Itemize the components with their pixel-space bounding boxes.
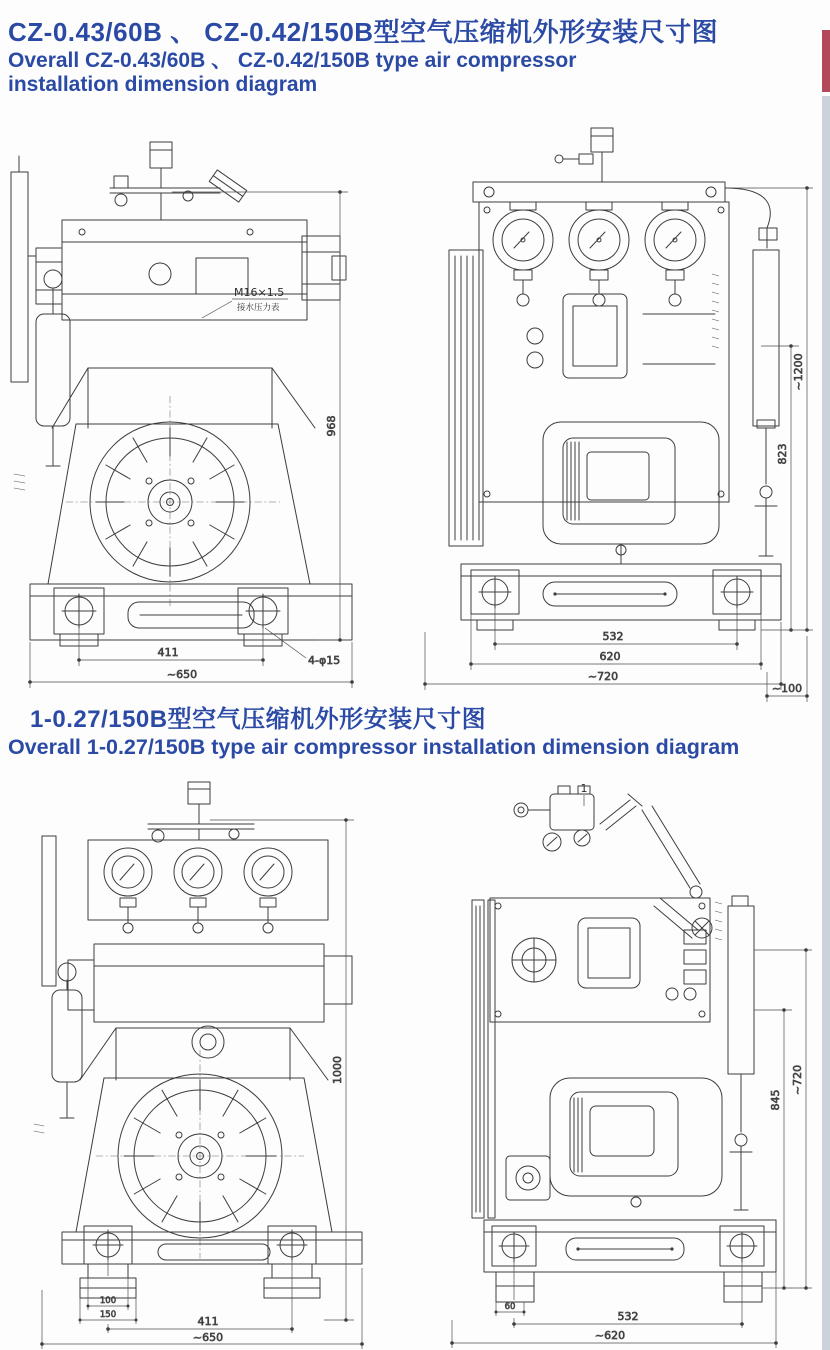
dim-outer-height-1200 bbox=[727, 186, 813, 632]
thread-label: M16×1.5 bbox=[234, 286, 285, 299]
section1-title-en-line2: installation dimension diagram bbox=[8, 72, 318, 96]
page-edge-marker bbox=[822, 30, 830, 92]
dim-height-1000 bbox=[210, 818, 354, 1322]
dim-532-label: 532 bbox=[602, 630, 624, 643]
top-valve-assembly bbox=[148, 782, 254, 842]
dim-650-label: ~650 bbox=[192, 1331, 224, 1344]
motor bbox=[550, 1078, 722, 1207]
vertical-annotation-marks bbox=[712, 274, 719, 348]
dim-overall-650 bbox=[28, 642, 354, 688]
dim-feet-411 bbox=[77, 628, 265, 666]
separator-bottle bbox=[753, 250, 779, 556]
motor bbox=[543, 422, 719, 564]
base bbox=[484, 1220, 776, 1302]
top-valve-stack bbox=[555, 128, 613, 182]
gauge-panel bbox=[88, 840, 328, 933]
section1-title-zh: CZ-0.43/60B 、 CZ-0.42/150B型空气压缩机外形安装尺寸图 bbox=[8, 17, 719, 47]
dim-holes-label: 4-φ15 bbox=[308, 654, 341, 667]
dim-532-label: 532 bbox=[617, 1310, 639, 1323]
dim-outer-height-720 bbox=[754, 948, 812, 1290]
crankcase bbox=[76, 1078, 332, 1232]
left-frame bbox=[472, 900, 495, 1218]
top-valve-assembly bbox=[110, 142, 247, 220]
section2-title-block bbox=[8, 704, 818, 761]
dim-foot-60 bbox=[495, 1302, 526, 1316]
cylinder-block bbox=[36, 220, 346, 320]
thread-callout bbox=[202, 286, 288, 318]
flywheel bbox=[96, 1050, 304, 1258]
dim-720-label: ~720 bbox=[587, 670, 619, 683]
dim-411-label: 411 bbox=[197, 1315, 219, 1328]
dim-inner-height-845 bbox=[754, 1008, 792, 1290]
dim-pad150-label: 150 bbox=[99, 1310, 117, 1320]
auxiliary-pump bbox=[506, 1156, 550, 1200]
dim-620-label: ~620 bbox=[594, 1329, 626, 1342]
b150-side-view-drawing bbox=[432, 780, 830, 1350]
section1-title-en-line1: Overall CZ-0.43/60B 、 CZ-0.42/150B type air compressor bbox=[8, 48, 577, 72]
dim-411-label: 411 bbox=[157, 646, 179, 659]
base bbox=[461, 564, 781, 630]
top-valve-cluster bbox=[514, 786, 642, 851]
diagonal-pipes bbox=[642, 806, 712, 938]
dim-823-label: 823 bbox=[776, 443, 789, 465]
dim-pad-100 bbox=[87, 1278, 130, 1310]
cz-side-view-drawing bbox=[415, 124, 827, 704]
body-panel bbox=[479, 202, 729, 502]
dim-620-label: 620 bbox=[599, 650, 621, 663]
section2-title-zh: 1-0.27/150B型空气压缩机外形安装尺寸图 bbox=[30, 706, 487, 733]
flywheel bbox=[66, 396, 280, 608]
dim-845-label: 845 bbox=[769, 1089, 782, 1111]
dim-100-label: ~100 bbox=[771, 682, 803, 695]
left-accessories bbox=[34, 836, 82, 1133]
cz-front-view-drawing bbox=[10, 136, 395, 692]
section2-title-en: Overall 1-0.27/150B type air compressor installation dimension diagram bbox=[8, 735, 740, 760]
dim-overall-620 bbox=[450, 1272, 778, 1348]
section1-title-block bbox=[8, 16, 818, 97]
dim-60-label: 60 bbox=[504, 1302, 516, 1312]
body-panel bbox=[490, 898, 710, 1022]
dim-720-label: ~720 bbox=[791, 1064, 804, 1096]
fan-support bbox=[80, 1028, 328, 1080]
dim-968-label: 968 bbox=[325, 415, 338, 437]
dim-overall-650 bbox=[40, 1268, 364, 1349]
dim-pad100-label: 100 bbox=[99, 1296, 117, 1306]
fan-support bbox=[52, 368, 315, 428]
mid-block bbox=[68, 944, 352, 1058]
left-accessories bbox=[11, 156, 70, 490]
thread-sub-label: 接水压力表 bbox=[237, 303, 280, 313]
dim-650-label: ~650 bbox=[166, 668, 198, 681]
dim-feet-411 bbox=[106, 1260, 294, 1333]
separator-bottle bbox=[728, 896, 754, 1210]
dim-offset-100 bbox=[765, 636, 809, 702]
dim-1200-label: ~1200 bbox=[792, 353, 805, 391]
base bbox=[30, 584, 352, 646]
b150-front-view-drawing bbox=[28, 780, 438, 1350]
top-manifold bbox=[473, 182, 777, 248]
vertical-annotation-marks bbox=[715, 902, 722, 940]
sight-gauges bbox=[493, 202, 705, 306]
callout-1-label: 1 bbox=[580, 782, 588, 795]
dim-1000-label: 1000 bbox=[331, 1056, 344, 1084]
belt-pulley bbox=[449, 250, 483, 546]
crankcase bbox=[48, 424, 310, 584]
dim-feet-532 bbox=[493, 608, 739, 650]
